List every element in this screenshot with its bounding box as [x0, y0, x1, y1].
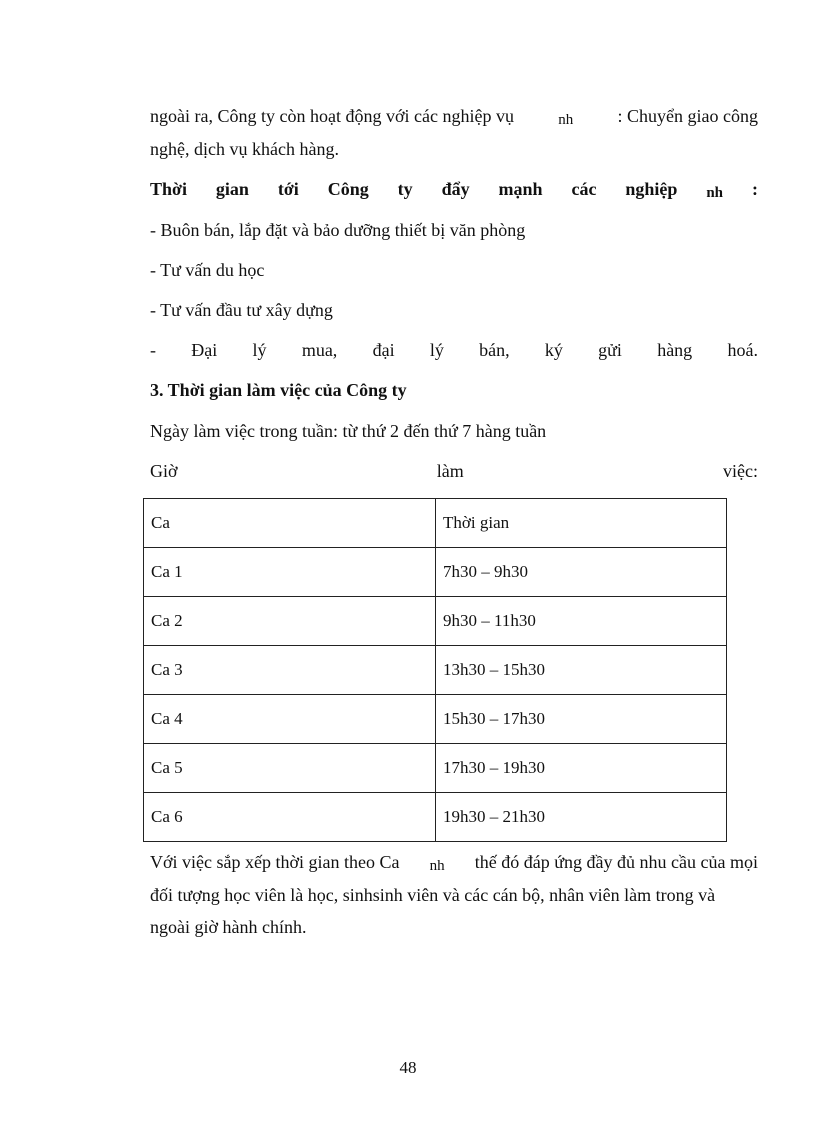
agency-word: lý — [252, 340, 267, 360]
intro-line-1 — [150, 105, 758, 127]
agency-word: bán, — [479, 340, 510, 360]
table-cell-shift: Ca 5 — [144, 744, 436, 793]
closing-text-a: Với việc sắp xếp thời gian theo Ca — [150, 852, 400, 872]
closing-line-2: đối tượng học viên là học, sinhsinh viên và các cán bộ, nhân viên làm trong và — [150, 885, 716, 905]
focus-word: mạnh — [498, 179, 543, 199]
agency-word: gửi — [598, 340, 622, 360]
section-heading: 3. Thời gian làm việc của Công ty — [150, 380, 407, 400]
agency-word: hoá. — [727, 340, 758, 360]
focus-word: ty — [397, 179, 413, 199]
table-header-cell: Ca — [144, 499, 436, 548]
focus-word: tới — [277, 179, 299, 199]
focus-word: nghiệp — [625, 179, 678, 199]
workdays-text: Ngày làm việc trong tuần: từ thứ 2 đến thứ 7 hàng tuần — [150, 421, 547, 441]
table-cell-shift: Ca 1 — [144, 548, 436, 597]
closing-line-1 — [150, 851, 758, 873]
table-row — [144, 597, 727, 646]
closing-text-b: thế đó đáp ứng đầy đủ nhu cầu của mọi — [474, 852, 758, 872]
table-header-row — [144, 499, 727, 548]
intro-subscript: nh — [558, 112, 574, 128]
table-cell-shift: Ca 2 — [144, 597, 436, 646]
table-row — [144, 793, 727, 842]
agency-word: hàng — [657, 340, 693, 360]
intro-text-b: : Chuyển giao công — [617, 106, 758, 126]
table-cell-shift: Ca 4 — [144, 695, 436, 744]
table-cell-time: 7h30 – 9h30 — [436, 548, 727, 597]
agency-word: - — [150, 340, 156, 360]
table-row — [144, 695, 727, 744]
table-cell-time: 19h30 – 21h30 — [436, 793, 727, 842]
intro-line-2: nghệ, dịch vụ khách hàng. — [150, 139, 339, 159]
service-item: - Buôn bán, lắp đặt và bảo dưỡng thiết bị văn phòng — [150, 220, 526, 240]
focus-word: Thời — [150, 179, 187, 199]
hours-line — [150, 460, 758, 482]
agency-line — [150, 339, 758, 361]
table-row — [144, 548, 727, 597]
table-row — [144, 744, 727, 793]
table-cell-shift: Ca 6 — [144, 793, 436, 842]
closing-line-3: ngoài giờ hành chính. — [150, 917, 307, 937]
focus-word: đẩy — [441, 179, 470, 199]
hours-word: việc: — [723, 461, 758, 481]
table-header-cell: Thời gian — [436, 499, 727, 548]
table-cell-time: 9h30 – 11h30 — [436, 597, 727, 646]
focus-word: gian — [215, 179, 249, 199]
hours-word: làm — [436, 461, 464, 481]
focus-colon: : — [751, 179, 758, 199]
agency-word: ký — [544, 340, 563, 360]
table-cell-time: 17h30 – 19h30 — [436, 744, 727, 793]
agency-word: Đại — [191, 340, 218, 360]
focus-word: Công — [327, 179, 369, 199]
focus-subscript: nh — [706, 185, 724, 201]
closing-subscript: nh — [429, 858, 445, 874]
hours-word: Giờ — [150, 461, 178, 481]
table-row — [144, 646, 727, 695]
focus-word: các — [571, 179, 597, 199]
service-item: - Tư vấn đầu tư xây dựng — [150, 300, 333, 320]
agency-word: mua, — [301, 340, 338, 360]
agency-word: đại — [372, 340, 395, 360]
intro-text-a: ngoài ra, Công ty còn hoạt động với các nghiệp vụ — [150, 106, 514, 126]
service-item: - Tư vấn du học — [150, 260, 265, 280]
table-cell-shift: Ca 3 — [144, 646, 436, 695]
page-number: 48 — [399, 1058, 417, 1077]
focus-heading — [150, 178, 758, 200]
table-cell-time: 13h30 – 15h30 — [436, 646, 727, 695]
agency-word: lý — [429, 340, 444, 360]
table-cell-time: 15h30 – 17h30 — [436, 695, 727, 744]
schedule-table — [143, 498, 727, 842]
